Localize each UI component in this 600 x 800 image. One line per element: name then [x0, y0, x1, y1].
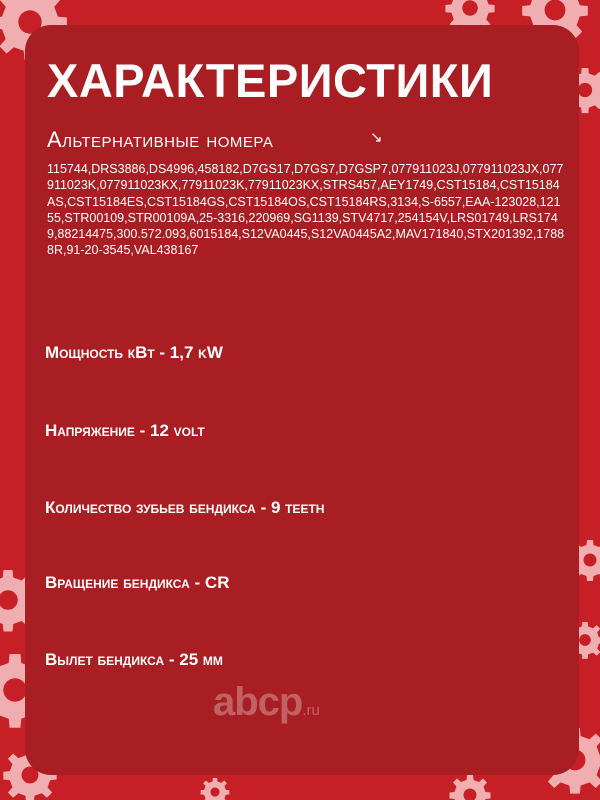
characteristics-card: [25, 25, 579, 775]
spec-offset: Вылет бендикса - 25 мм: [45, 650, 223, 669]
spec-power: Мощность кВт - 1,7 kW: [45, 343, 223, 362]
alt-numbers-heading: Альтернативные номера: [47, 127, 274, 152]
spec-teeth: Количество зубьев бендикса - 9 teeth: [45, 498, 325, 517]
arrow-down-right-icon: ↘: [370, 129, 383, 146]
spec-voltage: Напряжение - 12 volt: [45, 421, 205, 440]
page-title: ХАРАКТЕРИСТИКИ: [47, 54, 494, 107]
watermark-tld: .ru: [302, 702, 320, 719]
watermark-main: abcp: [213, 680, 303, 724]
spec-rotation: Вращение бендикса - CR: [45, 573, 230, 592]
watermark-logo: [213, 680, 320, 725]
alt-numbers-list: 115744,DRS3886,DS4996,458182,D7GS17,D7GS7,D7GSP7,077911023J,077911023JX,077911023K,077911023KX,77911023K,77911023KX,STRS457,AEY1749,CST15184,CST15184AS,CST15184ES,CST15184GS,CST15184OS,CST15184RS,3134,S-6557,EAA-123028,12155,STR00109,STR00109A,25-3316,220969,SG1139,STV4717,254154V,LRS01749,LRS1749,88214475,300.572.093,6015184,S12VA0445,S12VA0445A2,MAV171840,STX201392,17888R,91-20-3545,VAL438167: [47, 162, 565, 258]
